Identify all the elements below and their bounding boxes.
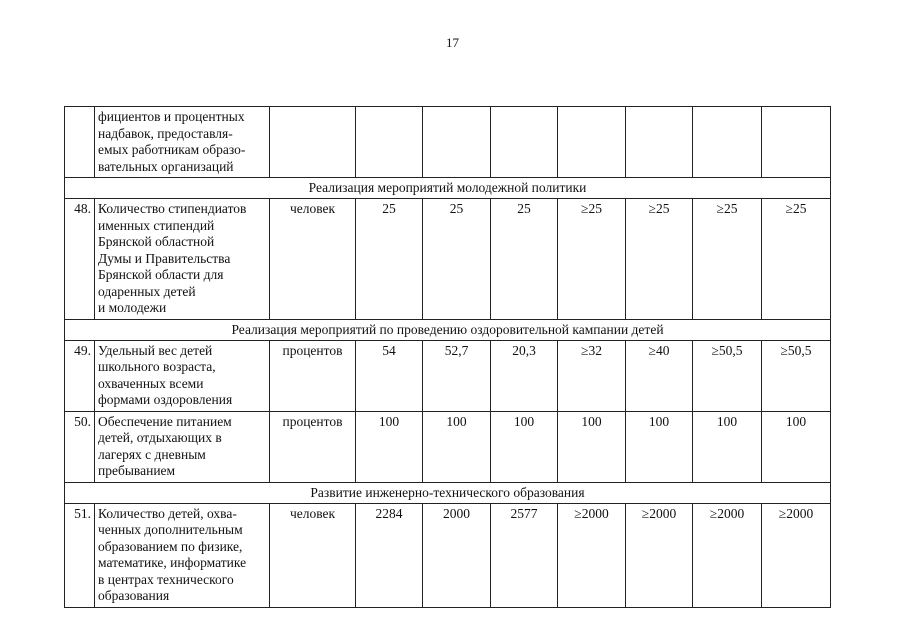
section-header-row [65,319,831,340]
indicator-name [95,503,270,607]
value-cell: ≥25 [558,199,626,320]
indicator-name-line: емых работникам образо- [98,142,246,157]
indicator-name [95,107,270,178]
indicator-name-line: образованием по физике, [98,538,243,554]
row-number: 50. [65,411,95,482]
section-header-row [65,178,831,199]
value-cell: ≥25 [693,199,762,320]
value-cell: ≥25 [626,199,693,320]
unit-of-measure: процентов [270,411,356,482]
unit-of-measure: человек [270,199,356,320]
indicator-name-line: Количество стипендиатов [98,201,247,216]
section-title: Реализация мероприятий по проведению оздоровительной кампании детей [65,319,831,340]
value-cell: 100 [626,411,693,482]
indicator-name-line: фициентов и процентных [98,109,245,124]
indicator-name-line: Брянской области для [98,267,224,282]
indicator-name-line: математике, информатике [98,555,247,570]
indicator-name-line: ченных дополнительным [98,522,243,537]
value-cell: 2284 [356,503,423,607]
value-cell: ≥2000 [558,503,626,607]
value-cell: ≥50,5 [693,340,762,411]
section-title: Реализация мероприятий молодежной политики [65,178,831,199]
value-cell: 100 [356,411,423,482]
indicator-name-line: формами оздоровления [98,392,233,407]
indicator-name-line: детей, отдыхающих в [98,430,222,445]
indicator-name-line: одаренных детей [98,283,196,299]
indicator-name-line: именных стипендий [98,217,215,233]
indicator-name-line: образования [98,588,170,603]
value-cell: 52,7 [423,340,491,411]
indicator-name-line: Обеспечение питанием [98,413,232,429]
value-cell: 25 [491,199,558,320]
indicator-name-line: Удельный вес детей [98,342,213,358]
table-row [65,107,831,178]
indicator-name-line: надбавок, предоставля- [98,125,233,141]
value-cell: ≥25 [762,199,831,320]
indicator-name-line: Думы и Правительства [98,250,231,266]
indicator-name-line: в центрах технического [98,571,234,587]
indicator-name-line: школьного возраста, [98,359,216,374]
value-cell [693,107,762,178]
value-cell: 100 [558,411,626,482]
table-row [65,503,831,607]
value-cell: 2000 [423,503,491,607]
indicator-name-line: Количество детей, охва- [98,505,237,521]
value-cell: ≥50,5 [762,340,831,411]
value-cell: ≥40 [626,340,693,411]
value-cell: ≥2000 [693,503,762,607]
value-cell [626,107,693,178]
indicator-name-line: вательных организаций [98,158,234,174]
row-number: 49. [65,340,95,411]
indicator-name-line: лагерях с дневным [98,446,206,462]
value-cell [423,107,491,178]
value-cell: 54 [356,340,423,411]
value-cell: 100 [491,411,558,482]
indicator-name [95,340,270,411]
table-row [65,199,831,320]
value-cell: 20,3 [491,340,558,411]
unit-of-measure: человек [270,503,356,607]
indicator-name-line: пребыванием [98,463,176,478]
value-cell: 25 [356,199,423,320]
value-cell: 2577 [491,503,558,607]
row-number [65,107,95,178]
indicators-table [64,106,831,608]
row-number: 48. [65,199,95,320]
value-cell: 100 [762,411,831,482]
row-number: 51. [65,503,95,607]
value-cell [356,107,423,178]
value-cell: ≥2000 [626,503,693,607]
value-cell: ≥2000 [762,503,831,607]
indicator-name [95,411,270,482]
indicator-name-line: Брянской областной [98,234,215,249]
value-cell: 100 [693,411,762,482]
value-cell: 25 [423,199,491,320]
indicator-name [95,199,270,320]
value-cell: ≥32 [558,340,626,411]
value-cell [558,107,626,178]
section-title: Развитие инженерно-технического образования [65,482,831,503]
value-cell [491,107,558,178]
table-row [65,411,831,482]
unit-of-measure: процентов [270,340,356,411]
table-body [65,107,831,608]
value-cell: 100 [423,411,491,482]
unit-of-measure [270,107,356,178]
indicator-name-line: охваченных всеми [98,375,204,391]
section-header-row [65,482,831,503]
value-cell [762,107,831,178]
page-number: 17 [446,35,459,50]
indicator-name-line: и молодежи [98,300,167,315]
table-row [65,340,831,411]
